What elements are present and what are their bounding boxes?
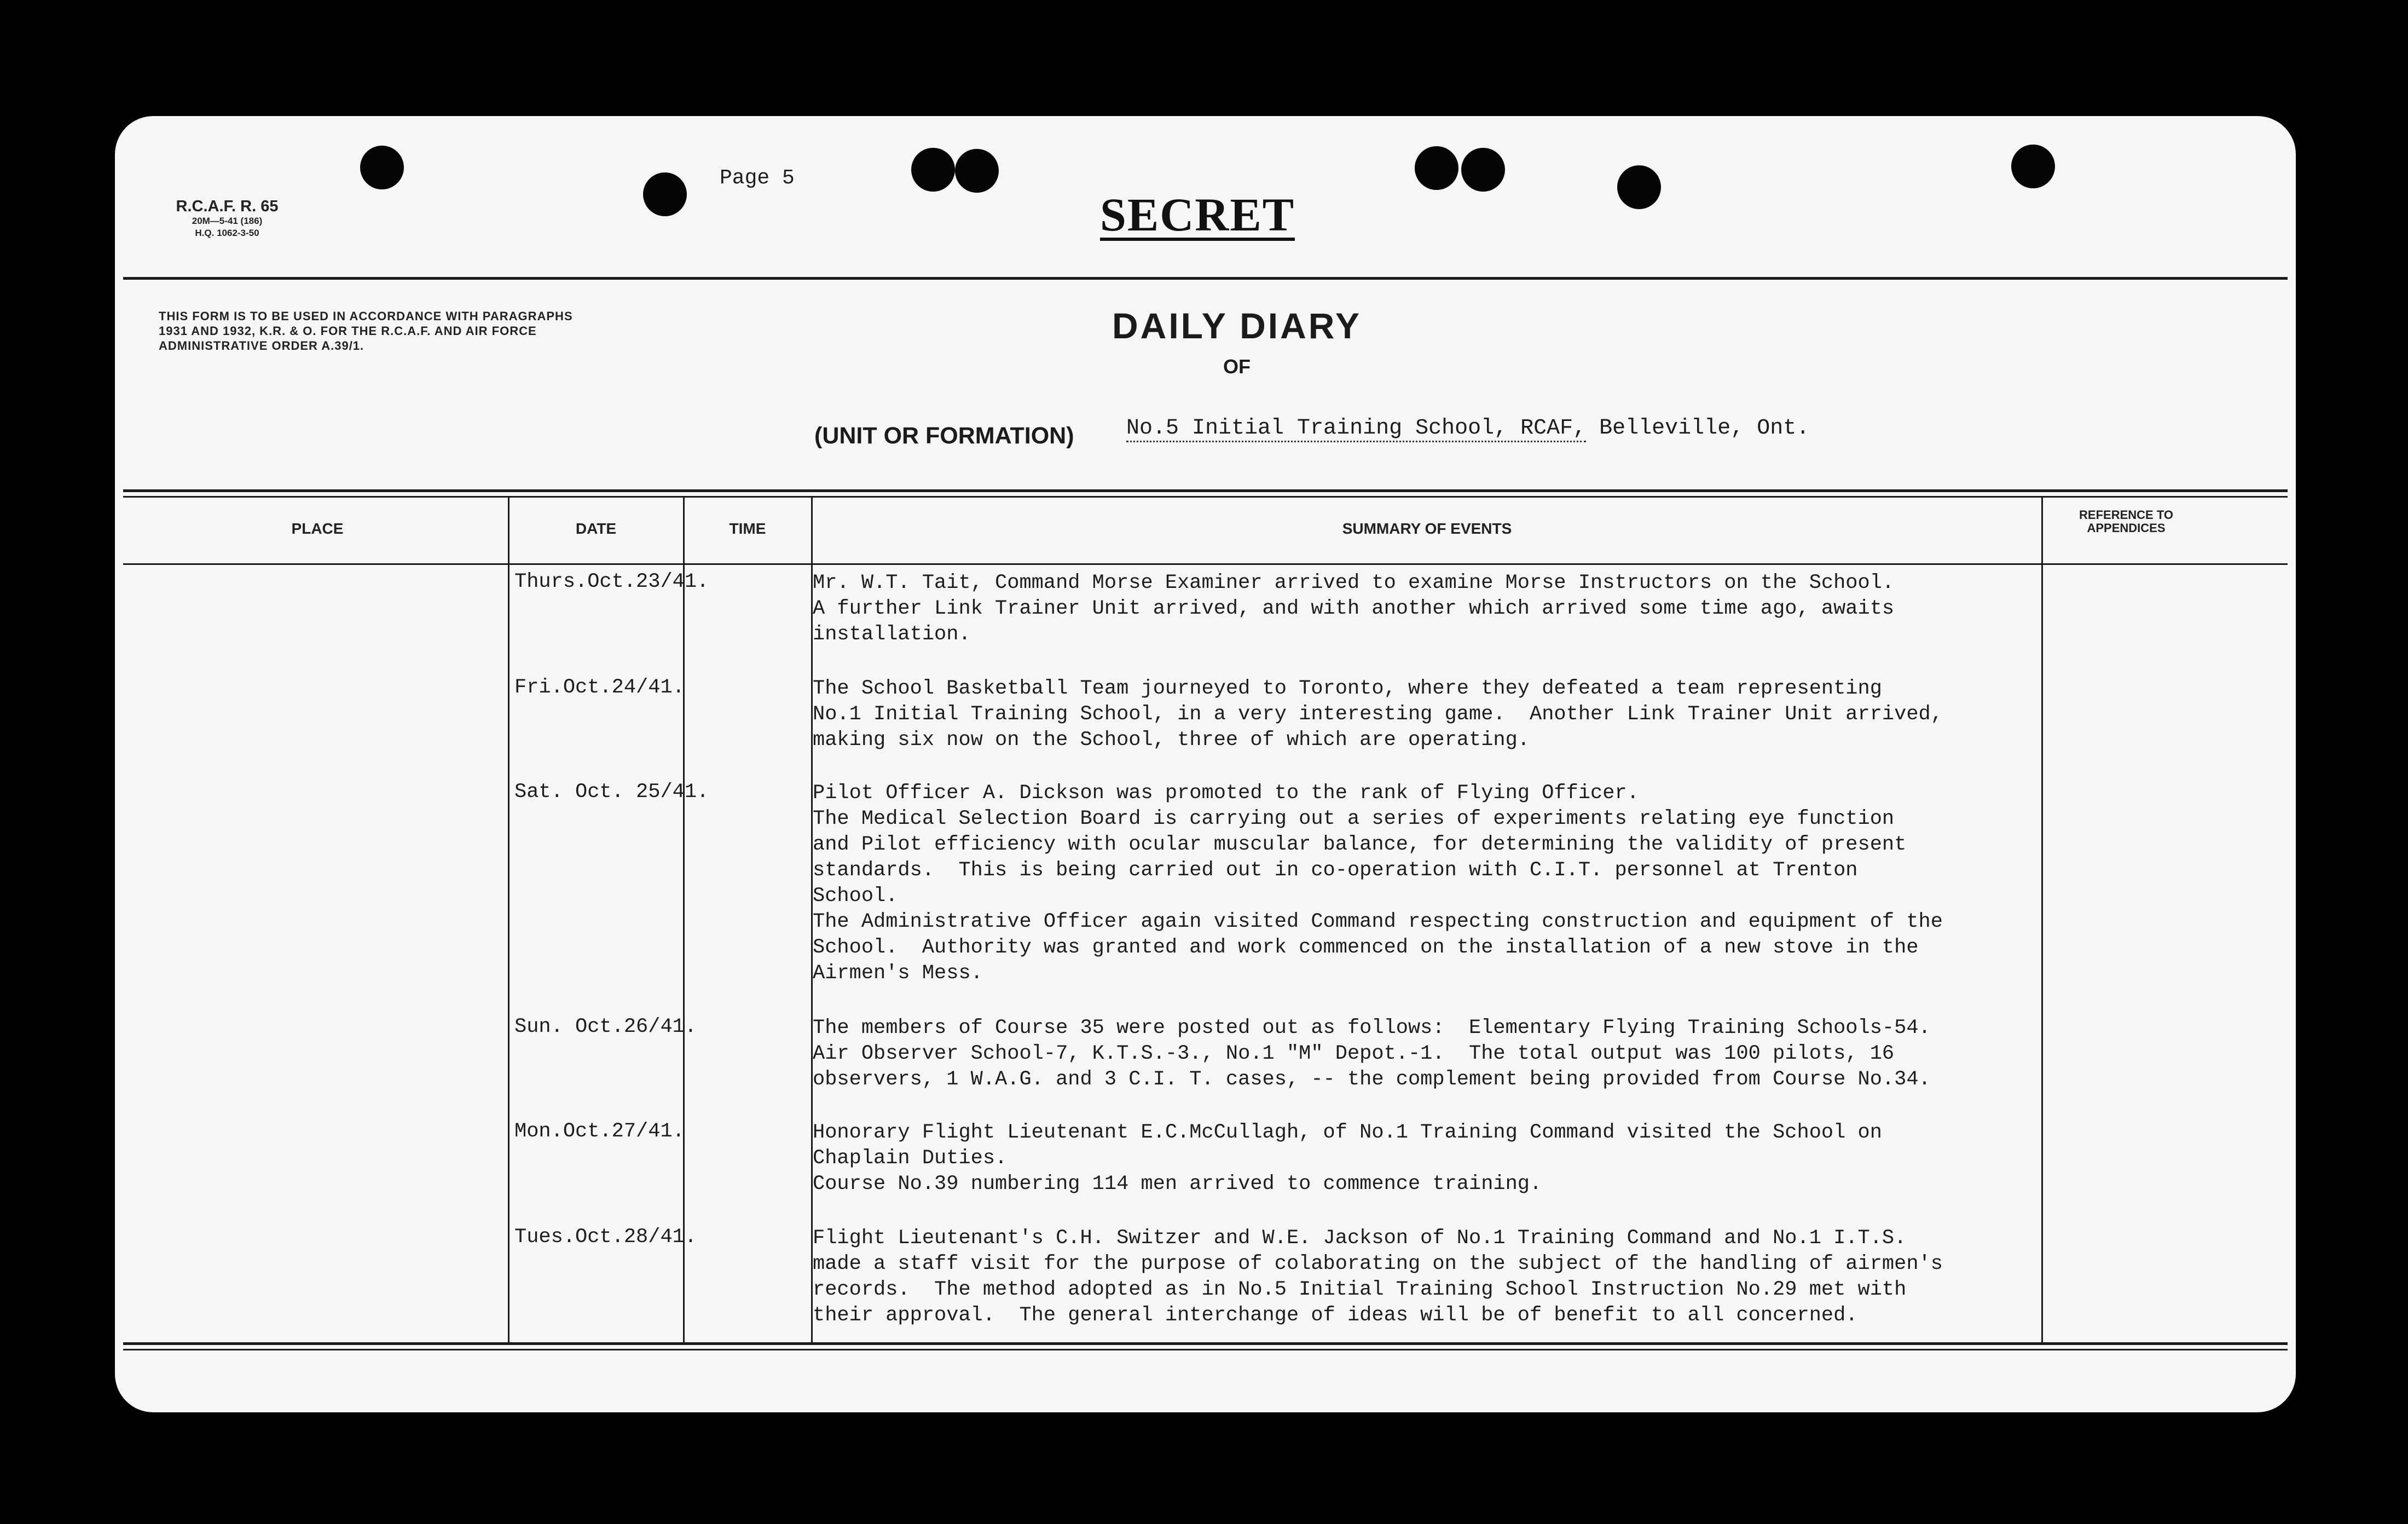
- header-reference: REFERENCE TO APPENDICES: [2079, 508, 2173, 535]
- header-date: DATE: [575, 520, 617, 537]
- entry-summary: Honorary Flight Lieutenant E.C.McCullagh, of No.1 Training Command visited the School on Chaplain Duties. Course No.39 numbering 114 men arrived to commence training.: [813, 1121, 1882, 1196]
- table-bottom-rule: [123, 1342, 2288, 1345]
- table-bottom-rule-2: [123, 1349, 2288, 1350]
- page-number: Page 5: [720, 166, 795, 190]
- col-divider-date: [683, 498, 685, 1343]
- col-divider-place: [508, 498, 510, 1343]
- unit-name: No.5 Initial Training School, RCAF,: [1126, 416, 1586, 442]
- entry-summary: Pilot Officer A. Dickson was promoted to the rank of Flying Officer. The Medical Selection Board is carrying out a series of experiments relating eye function and Pilot efficiency with ocular muscular balance, for determining the validity of present standards. This is being carried out in co-operation with C.I.T. personnel at Trenton School. The Administrative Officer again visited Command respecting construction and equipment of the School. Authority was granted and work commenced on the installation of a new stove in the Airmen's Mess.: [813, 782, 1943, 985]
- header-time: TIME: [729, 520, 766, 537]
- header-summary: SUMMARY OF EVENTS: [1342, 520, 1512, 537]
- entry-summary: Mr. W.T. Tait, Command Morse Examiner arrived to examine Morse Instructors on the School. A further Link Trainer Unit arrived, and with another which arrived some time ago, awaits installation.: [813, 572, 1895, 646]
- diary-title: DAILY DIARY: [1112, 305, 1362, 346]
- form-code-line1: R.C.A.F. R. 65: [176, 198, 279, 215]
- col-divider-summary: [2041, 498, 2043, 1343]
- entry-date: Sat. Oct. 25/41.: [514, 781, 709, 804]
- entry-summary: The School Basketball Team journeyed to Toronto, where they defeated a team representing No.1 Initial Training School, in a very interesting game. Another Link Trainer Unit arrived, making six now on the School, three of which are operating.: [813, 677, 1943, 752]
- entry-date: Thurs.Oct.23/41.: [514, 570, 709, 593]
- binder-hole: [1415, 146, 1458, 190]
- header-bottom-rule: [123, 563, 2288, 565]
- form-code-line2: 20M—5-41 (186): [192, 216, 263, 226]
- binder-hole: [955, 149, 999, 193]
- binder-hole: [1461, 148, 1505, 192]
- unit-value: [1126, 416, 1809, 441]
- classification-stamp: SECRET: [1100, 188, 1295, 241]
- binder-hole: [360, 146, 404, 189]
- form-code: [156, 198, 298, 239]
- entry-date: Fri.Oct.24/41.: [514, 676, 685, 699]
- diary-sheet: [115, 116, 2296, 1412]
- table-top-rule-2: [123, 496, 2288, 498]
- binder-hole: [1617, 165, 1661, 209]
- unit-location: Belleville, Ont.: [1599, 416, 1810, 441]
- entry-date: Sun. Oct.26/41.: [514, 1015, 697, 1038]
- binder-hole: [2011, 145, 2055, 188]
- entry-date: Tues.Oct.28/41.: [514, 1226, 697, 1249]
- diary-of: OF: [1223, 355, 1251, 378]
- unit-label: (UNIT OR FORMATION): [814, 423, 1074, 449]
- entry-date: Mon.Oct.27/41.: [514, 1120, 685, 1143]
- binder-hole: [911, 148, 955, 192]
- entry-summary: Flight Lieutenant's C.H. Switzer and W.E. Jackson of No.1 Training Command and No.1 I.T.S. made a staff visit for the purpose of colaborating on the subject of the handling of airmen's records. The method adopted as in No.5 Initial Training School Instruction No.29 met with their approval. The general interchange of ideas will be of benefit to all concerned.: [813, 1227, 1943, 1327]
- header-rule: [123, 277, 2288, 280]
- binder-hole: [643, 172, 687, 216]
- entry-summary: The members of Course 35 were posted out as follows: Elementary Flying Training Schools-54. Air Observer School-7, K.T.S.-3., No.1 "M" Depot.-1. The total output was 100 pilots, 16 observers, 1 W.A.G. and 3 C.I. T. cases, -- the complement being provided from Course No.34.: [813, 1017, 1931, 1091]
- form-code-line3: H.Q. 1062-3-50: [195, 228, 259, 238]
- table-top-rule: [123, 489, 2288, 492]
- header-place: PLACE: [291, 520, 344, 537]
- form-instructions: THIS FORM IS TO BE USED IN ACCORDANCE WITH PARAGRAPHS 1931 AND 1932, K.R. & O. FOR THE R.C.A.F. AND AIR FORCE ADMINISTRATIVE ORDER A.39/1.: [159, 309, 573, 353]
